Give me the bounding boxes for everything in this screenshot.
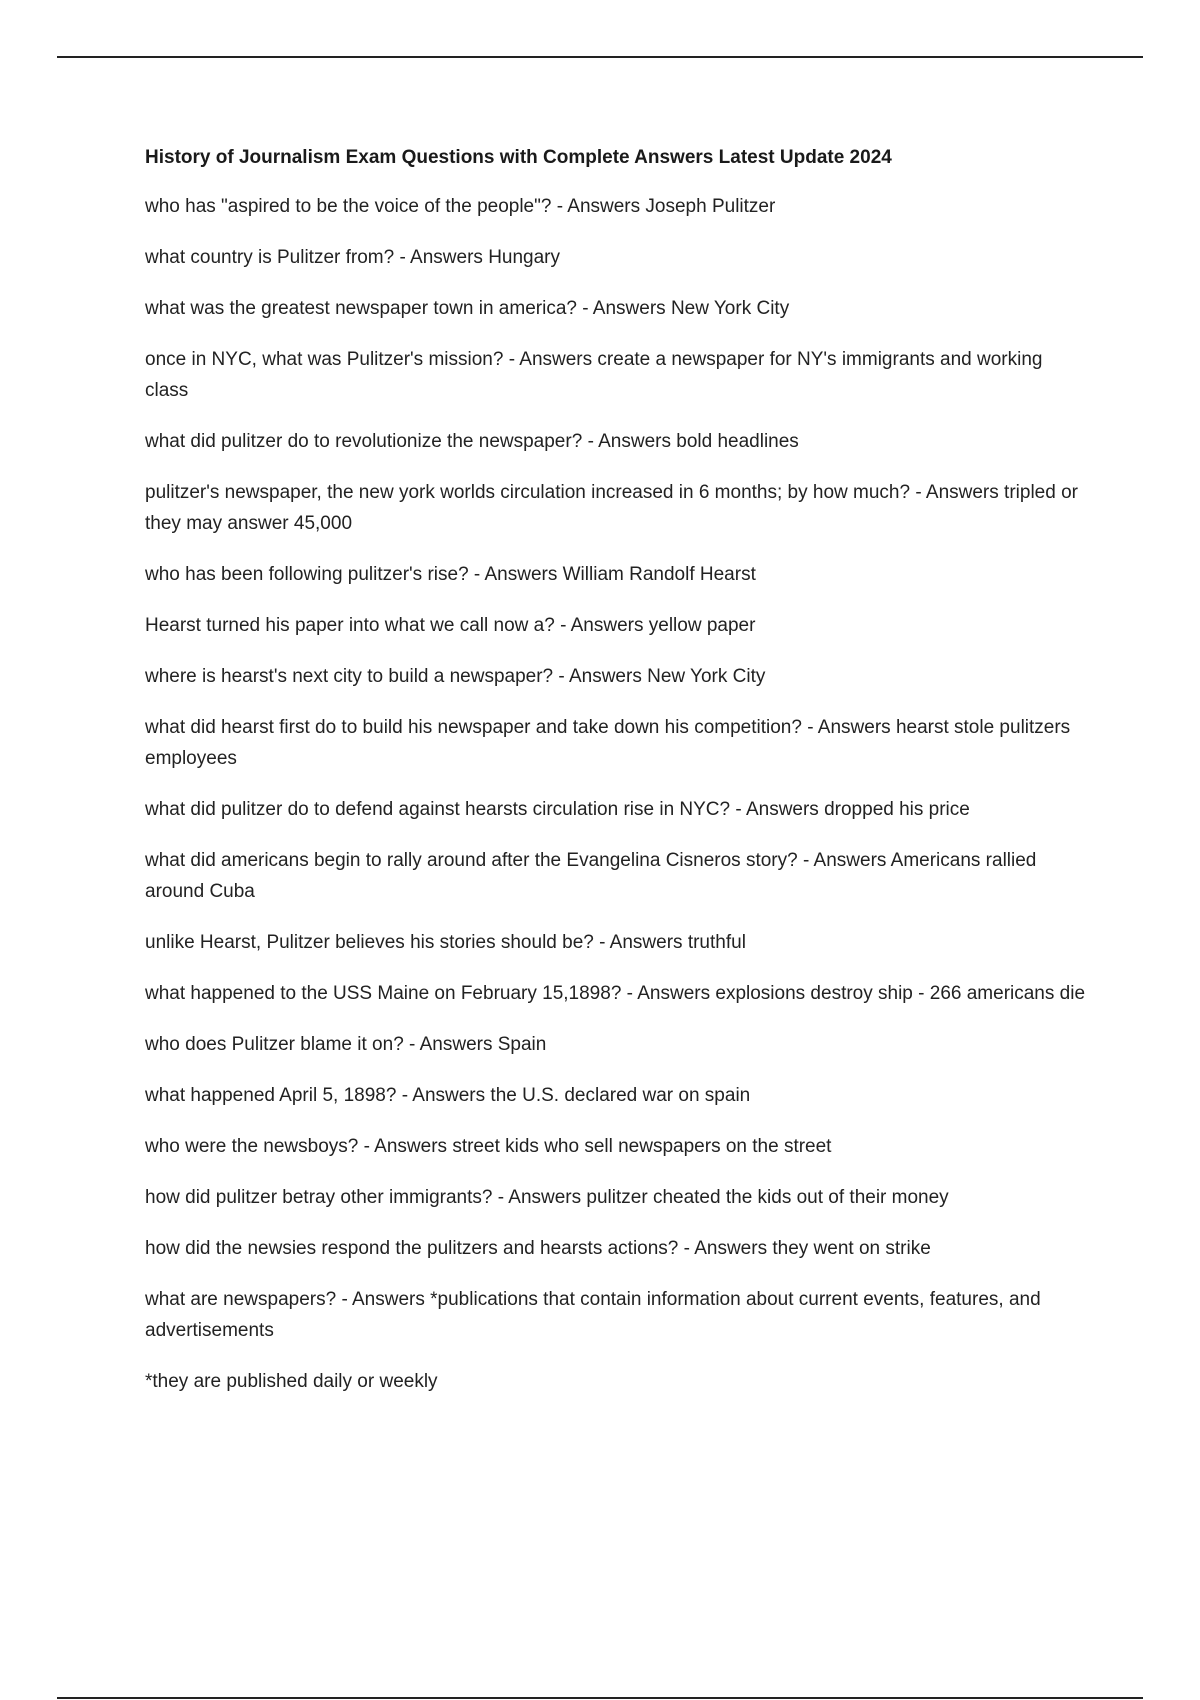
question: what happened to the USS Maine on February 15,1898? xyxy=(145,983,622,1004)
answer-marker: - Answers xyxy=(582,298,666,319)
answer: hearst stole pulitzers employees xyxy=(145,717,1071,769)
answer-marker: - Answers xyxy=(735,799,819,820)
answer: bold headlines xyxy=(676,431,799,452)
answer: Spain xyxy=(497,1034,547,1055)
answer: William Randolf Hearst xyxy=(562,564,756,585)
question: who were the newsboys? xyxy=(145,1136,359,1157)
answer-marker: - Answers xyxy=(341,1289,425,1310)
trailing-note xyxy=(145,1366,1085,1397)
answer: the U.S. declared war on spain xyxy=(490,1085,751,1106)
answer-marker: - Answers xyxy=(399,247,483,268)
question: what did pulitzer do to defend against hearsts circulation rise in NYC? xyxy=(145,799,731,820)
top-rule xyxy=(57,56,1143,58)
answer: pulitzer cheated the kids out of their money xyxy=(586,1187,949,1208)
question: what are newspapers? xyxy=(145,1289,337,1310)
answer-marker: - Answers xyxy=(626,983,711,1004)
question: who does Pulitzer blame it on? xyxy=(145,1034,404,1055)
answer-marker: - Answers xyxy=(599,932,683,953)
question: Hearst turned his paper into what we call now a? xyxy=(145,615,555,636)
question: what was the greatest newspaper town in america? xyxy=(145,298,577,319)
answer: street kids who sell newspapers on the street xyxy=(452,1136,832,1157)
answer: dropped his price xyxy=(824,799,970,820)
question: who has "aspired to be the voice of the people"? xyxy=(145,196,552,217)
qa-item xyxy=(145,1233,1085,1264)
qa-item xyxy=(145,712,1085,774)
answer-marker: - Answers xyxy=(807,717,891,738)
qa-item xyxy=(145,1080,1085,1111)
answer: they went on strike xyxy=(772,1238,931,1259)
question: once in NYC, what was Pulitzer's mission? xyxy=(145,349,504,370)
qa-item xyxy=(145,845,1085,907)
qa-item xyxy=(145,610,1085,641)
answer: New York City xyxy=(647,666,766,687)
question: what did hearst first do to build his newspaper and take down his competition? xyxy=(145,717,802,738)
qa-item xyxy=(145,344,1085,406)
answer: New York City xyxy=(670,298,790,319)
question: how did pulitzer betray other immigrants? xyxy=(145,1187,493,1208)
answer-marker: - Answers xyxy=(560,615,644,636)
qa-item xyxy=(145,477,1085,539)
answer: Americans rallied around Cuba xyxy=(145,850,1037,902)
answer: truthful xyxy=(687,932,746,953)
qa-item xyxy=(145,1182,1085,1213)
question: who has been following pulitzer's rise? xyxy=(145,564,469,585)
qa-item xyxy=(145,426,1085,457)
answer: yellow paper xyxy=(648,615,756,636)
question: how did the newsies respond the pulitzers and hearsts actions? xyxy=(145,1238,679,1259)
answer-marker: - Answers xyxy=(587,431,671,452)
question: what did pulitzer do to revolutionize the newspaper? xyxy=(145,431,583,452)
qa-item xyxy=(145,1029,1085,1060)
answer: create a newspaper for NY's immigrants and working class xyxy=(145,349,1043,401)
trailing-note-text: *they are published daily or weekly xyxy=(145,1371,438,1392)
answer-marker: - Answers xyxy=(683,1238,768,1259)
question: where is hearst's next city to build a newspaper? xyxy=(145,666,554,687)
qa-item xyxy=(145,927,1085,958)
question: what country is Pulitzer from? xyxy=(145,247,395,268)
answer: tripled or they may answer 45,000 xyxy=(145,482,1078,534)
qa-item xyxy=(145,661,1085,692)
answer-marker: - Answers xyxy=(556,196,641,217)
question: unlike Hearst, Pulitzer believes his stories should be? xyxy=(145,932,594,953)
qa-item xyxy=(145,242,1085,273)
qa-item xyxy=(145,978,1085,1009)
bottom-rule xyxy=(57,1697,1143,1699)
answer-marker: - Answers xyxy=(401,1085,486,1106)
question: pulitzer's newspaper, the new york worlds circulation increased in 6 months; by how much? xyxy=(145,482,911,503)
answer-marker: - Answers xyxy=(508,349,593,370)
answer-marker: - Answers xyxy=(558,666,642,687)
answer-marker: - Answers xyxy=(473,564,558,585)
question: what happened April 5, 1898? xyxy=(145,1085,397,1106)
qa-item xyxy=(145,1284,1085,1346)
qa-item xyxy=(145,191,1085,222)
qa-item xyxy=(145,559,1085,590)
answer: explosions destroy ship - 266 americans die xyxy=(715,983,1086,1004)
question: what did americans begin to rally around after the Evangelina Cisneros story? xyxy=(145,850,798,871)
document-body xyxy=(145,143,1085,1417)
answer-marker: - Answers xyxy=(409,1034,493,1055)
answer-marker: - Answers xyxy=(363,1136,448,1157)
answer-marker: - Answers xyxy=(802,850,887,871)
qa-list xyxy=(145,191,1085,1397)
answer: Hungary xyxy=(488,247,561,268)
answer-marker: - Answers xyxy=(497,1187,582,1208)
answer: Joseph Pulitzer xyxy=(645,196,776,217)
document-title: History of Journalism Exam Questions with Complete Answers Latest Update 2024 xyxy=(145,147,892,168)
qa-item xyxy=(145,293,1085,324)
qa-item xyxy=(145,1131,1085,1162)
qa-item xyxy=(145,794,1085,825)
answer-marker: - Answers xyxy=(915,482,999,503)
answer: *publications that contain information about current events, features, and advertisements xyxy=(145,1289,1041,1341)
